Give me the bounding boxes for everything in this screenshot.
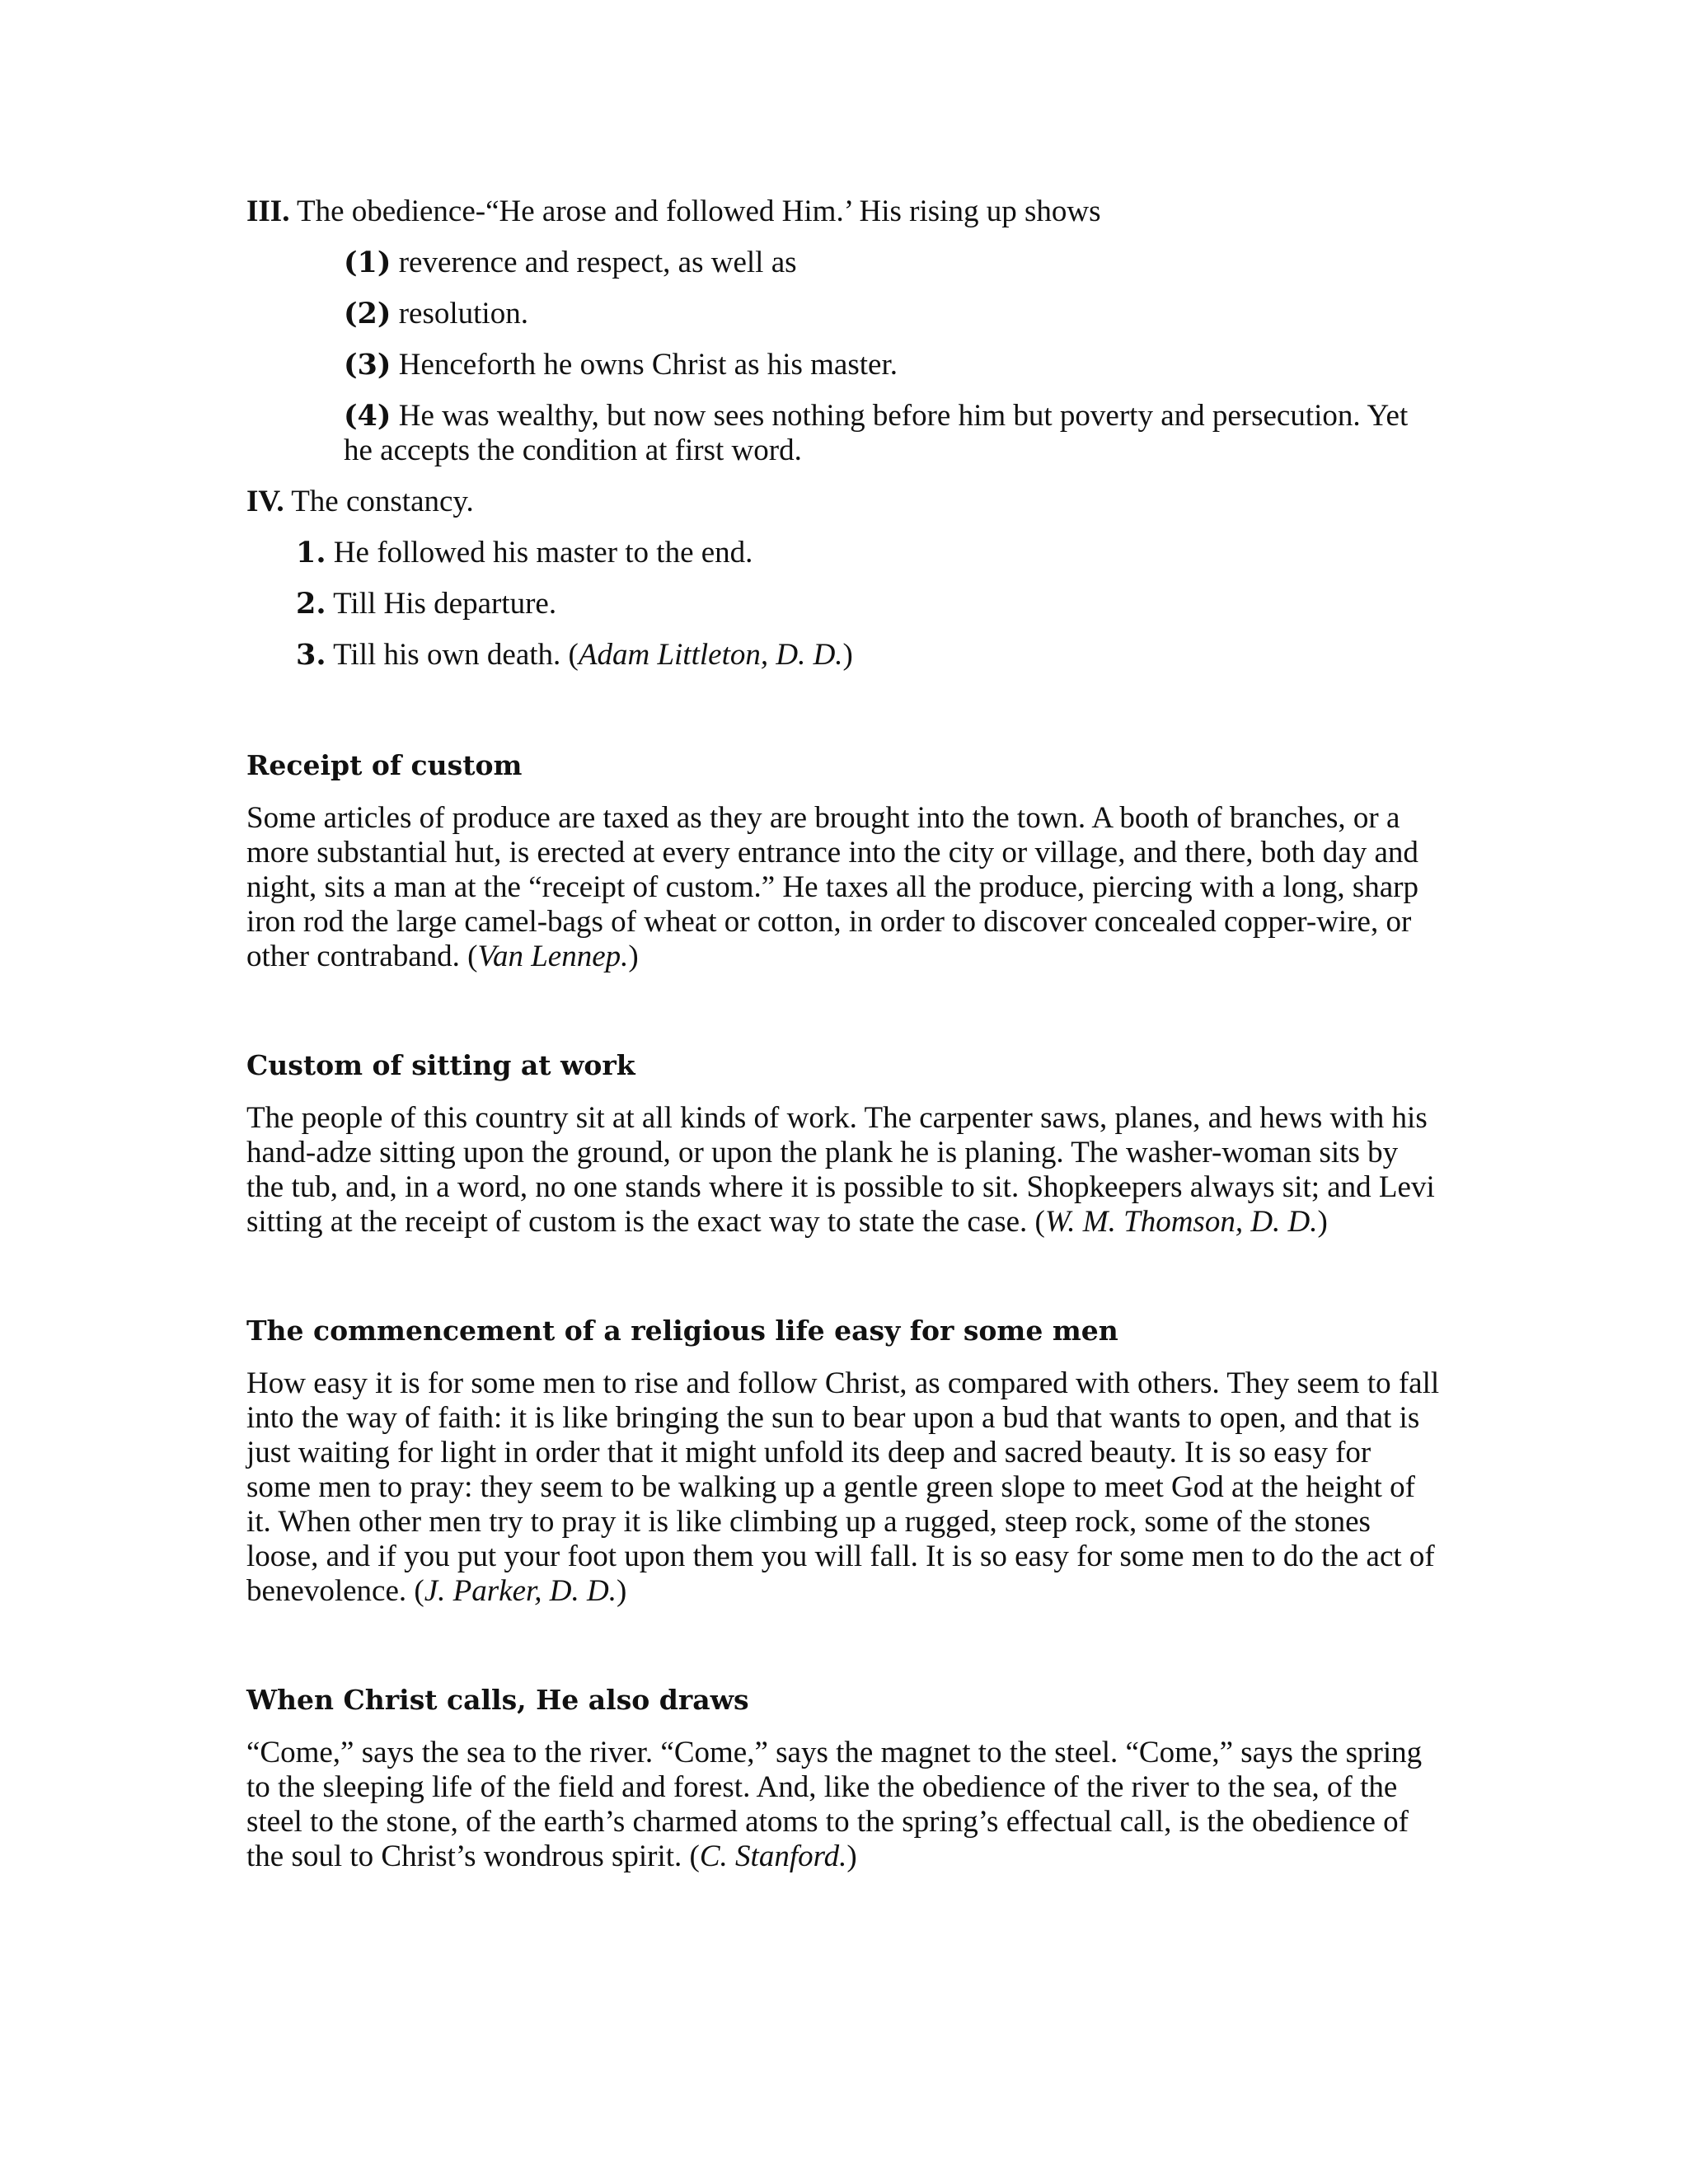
- section-body: [246, 801, 1442, 974]
- section-religious-life: [246, 1314, 1442, 1609]
- section-body-text: How easy it is for some men to rise and follow Christ, as compared with others. They seem to fall into the way of faith: it is like bringing the sun to bear upon a bud that wants to open, and that is just waiting for light in order that it might unfold its deep and sacred beauty. It is so easy for some men to pray: they seem to be walking up a gentle green slope to meet God at the height of it. When other men try to pray it is like climbing up a rugged, steep rock, some of the stones loose, and if you put your foot upon them you will fall. It is so easy for some men to do the act of benevolence. (: [246, 1366, 1440, 1608]
- sub-item-2: [344, 297, 1415, 331]
- section-heading: Custom of sitting at work: [246, 1049, 635, 1081]
- citation-close: ): [616, 1574, 627, 1608]
- citation-close: ): [846, 1840, 857, 1873]
- citation-close: ): [842, 638, 853, 672]
- document-page: [246, 194, 1442, 1874]
- sub-item-text: reverence and respect, as well as: [391, 246, 797, 279]
- citation-close: ): [628, 940, 639, 973]
- section-heading: Receipt of custom: [246, 749, 523, 781]
- sub-item-text: He was wealthy, but now sees nothing before him but poverty and persecution. Yet he accepts the condition at first word.: [344, 399, 1409, 467]
- outline-item-iv: [246, 485, 1442, 519]
- outline-marker: III.: [246, 194, 290, 228]
- section-body: [246, 1366, 1442, 1609]
- section-christ-calls: [246, 1683, 1442, 1874]
- citation: Van Lennep.: [477, 940, 629, 973]
- section-body: [246, 1736, 1442, 1874]
- outline-marker: IV.: [246, 485, 284, 518]
- section-body-text: The people of this country sit at all kinds of work. The carpenter saws, planes, and hews with his hand-adze sitting upon the ground, or upon the plank he is planing. The washer-woman sits by the tub, and, in a word, no one stands where it is possible to sit. Shopkeepers always sit; and Levi sitting at the receipt of custom is the exact way to state the case. (: [246, 1101, 1435, 1239]
- numbered-item-marker: 1.: [296, 536, 326, 569]
- citation: J. Parker, D. D.: [424, 1574, 617, 1608]
- citation: C. Stanford.: [699, 1840, 847, 1873]
- section-heading: The commencement of a religious life easy for some men: [246, 1315, 1118, 1347]
- citation: W. M. Thomson, D. D.: [1044, 1205, 1318, 1239]
- section-custom-of-sitting: [246, 1048, 1442, 1240]
- numbered-item-marker: 3.: [296, 638, 326, 672]
- section-receipt-of-custom: [246, 748, 1442, 974]
- numbered-item-2: [296, 587, 1442, 621]
- sub-item-text: resolution.: [391, 297, 528, 330]
- sub-item-3: [344, 348, 1415, 382]
- sub-item-marker: (3): [344, 348, 392, 382]
- citation: Adam Littleton, D. D.: [578, 638, 843, 672]
- sub-item-text: Henceforth he owns Christ as his master.: [391, 348, 898, 382]
- sub-item-1: [344, 246, 1415, 280]
- numbered-item-text: He followed his master to the end.: [326, 536, 753, 569]
- numbered-item-3: [296, 638, 1442, 673]
- section-heading: When Christ calls, He also draws: [246, 1684, 749, 1716]
- section-body-text: Some articles of produce are taxed as they are brought into the town. A booth of branches, or a more substantial hut, is erected at every entrance into the city or village, and there, both day and night, sits a man at the “receipt of custom.” He taxes all the produce, piercing with a long, sharp iron rod the large camel-bags of wheat or cotton, in order to discover concealed copper-wire, or other contraband. (: [246, 801, 1419, 973]
- numbered-item-1: [296, 536, 1442, 570]
- citation-close: ): [1317, 1205, 1328, 1239]
- sub-item-4: [344, 399, 1415, 468]
- sub-item-marker: (4): [344, 399, 392, 433]
- numbered-item-text: Till his own death. (: [326, 638, 579, 672]
- outline-text: The obedience-“He arose and followed Him.’ His rising up shows: [289, 194, 1101, 228]
- sub-item-marker: (2): [344, 297, 392, 330]
- outline-item-iii: [246, 194, 1442, 229]
- sub-item-marker: (1): [344, 246, 392, 279]
- outline-text: The constancy.: [284, 485, 474, 518]
- numbered-item-text: Till His departure.: [326, 587, 557, 621]
- section-body: [246, 1101, 1442, 1240]
- section-body-text: “Come,” says the sea to the river. “Come,” says the magnet to the steel. “Come,” says the spring to the sleeping life of the field and forest. And, like the obedience of the river to the sea, of the steel to the stone, of the earth’s charmed atoms to the spring’s effectual call, is the obedience of the soul to Christ’s wondrous spirit. (: [246, 1736, 1423, 1873]
- numbered-item-marker: 2.: [296, 587, 326, 621]
